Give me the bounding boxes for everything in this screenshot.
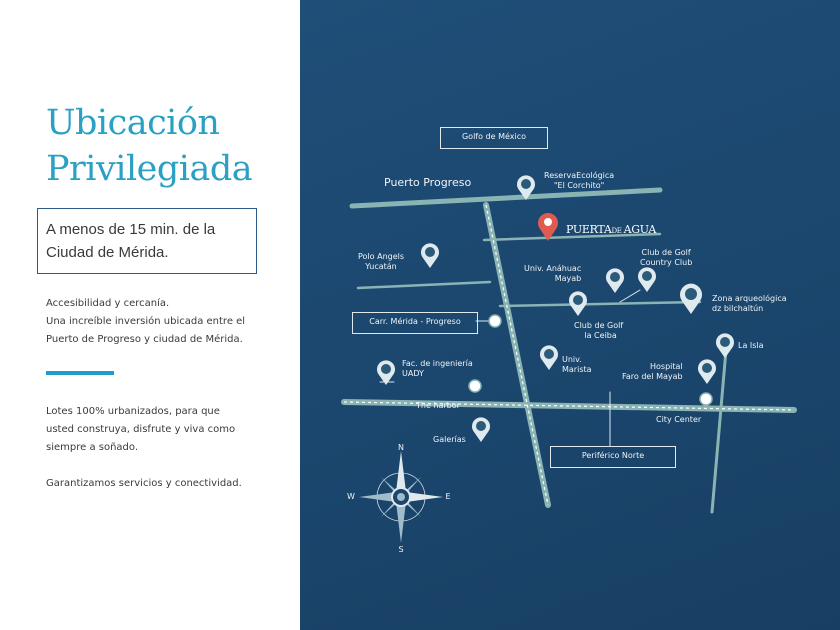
lots-line-2: usted construya, disfrute y viva como [46, 424, 236, 435]
reserva-label [544, 171, 614, 191]
marista-pin-icon [540, 345, 558, 370]
reserva-line-1: ReservaEcológica [544, 171, 615, 180]
country-line-2: Country Club [640, 258, 693, 267]
hospital-label [620, 362, 683, 382]
marista-label [562, 355, 592, 375]
brand-name-2: AGUA [623, 223, 657, 236]
golf-ceiba-label [574, 321, 623, 341]
accent-divider [46, 371, 114, 375]
title-line-2: Privilegiada [46, 149, 253, 189]
carretera-box: Carr. Mérida - Progreso [352, 312, 478, 334]
periferico-box: Periférico Norte [550, 446, 676, 468]
anahuac-line-1: Univ. Anáhuac [524, 264, 582, 273]
country-pointer [620, 290, 640, 302]
galerias-label: Galerías [433, 435, 466, 444]
title-line-1: Ubicación [46, 103, 220, 143]
highlight-line-1: A menos de 15 min. de la [46, 221, 216, 238]
harbor-label: The harbor [416, 401, 460, 410]
anahuac-label [524, 264, 581, 284]
carretera-node [489, 315, 501, 327]
anahuac-pin-icon [606, 268, 624, 293]
hospital-line-2: Faro del Mayab [622, 372, 683, 381]
compass-east-label: E [445, 492, 451, 501]
galerias-pin-icon [472, 417, 490, 442]
lots-line-3: siempre a soñado. [46, 442, 139, 453]
compass-south-label: S [398, 545, 404, 554]
access-line-2: Una increíble inversión ubicada entre el [46, 316, 246, 327]
lots-paragraph [46, 403, 235, 457]
distance-highlight-box [37, 208, 257, 274]
dzibilchaltun-label [712, 294, 787, 314]
marista-line-1: Univ. [562, 355, 582, 364]
compass-rose-icon [347, 443, 450, 554]
puerta-de-agua-label [566, 223, 656, 236]
dzibil-line-2: dz bilchaltún [712, 304, 764, 313]
uady-line-2: UADY [402, 369, 424, 378]
access-paragraph [46, 295, 245, 349]
dzibilchaltun-pin-icon [680, 284, 702, 314]
la-isla-label: La Isla [738, 341, 764, 350]
dzibil-line-1: Zona arqueológica [712, 294, 787, 303]
uady-line-1: Fac. de ingeniería [402, 359, 473, 368]
marista-line-2: Marista [562, 365, 592, 374]
highlight-line-2: Ciudad de Mérida. [46, 244, 169, 261]
hospital-line-1: Hospital [650, 362, 683, 371]
country-club-pin-icon [638, 267, 656, 292]
polo-line-1: Polo Angels [358, 252, 405, 261]
golfo-box: Golfo de México [440, 127, 548, 149]
page-title [46, 100, 286, 192]
uady-label [402, 359, 473, 379]
access-line-3: Puerto de Progreso y ciudad de Mérida. [46, 334, 243, 345]
polo-pin-icon [421, 243, 439, 268]
info-panel [0, 0, 300, 630]
anahuac-line-2: Mayab [554, 274, 582, 283]
services-paragraph [46, 475, 242, 493]
dzibilchaltun-road [500, 302, 700, 306]
access-line-1: Accesibilidad y cercanía. [46, 298, 170, 309]
harbor-node [469, 380, 481, 392]
city-center-label: City Center [656, 415, 702, 424]
la-isla-pin-icon [716, 333, 734, 358]
progreso-coast-road [352, 190, 660, 206]
la-isla-road [712, 350, 726, 512]
brand-name: PUERTA [566, 223, 612, 236]
golf-ceiba-line-2: la Ceiba [584, 331, 617, 340]
reserva-line-2: "El Corchito" [553, 181, 605, 190]
golf-ceiba-line-1: Club de Golf [574, 321, 624, 330]
progreso-road-label: Puerto Progreso [384, 176, 472, 189]
uady-pin-icon [377, 360, 395, 385]
lots-line-1: Lotes 100% urbanizados, para que [46, 406, 220, 417]
services-line: Garantizamos servicios y conectividad. [46, 478, 242, 489]
country-line-1: Club de Golf [641, 248, 691, 257]
compass-north-label: N [398, 443, 404, 452]
golf-ceiba-pin-icon [569, 291, 587, 316]
polo-road [358, 282, 490, 288]
location-map [300, 0, 840, 630]
polo-label [358, 252, 404, 272]
country-club-label [640, 248, 692, 268]
city-center-node [700, 393, 712, 405]
brand-de: DE [611, 227, 622, 235]
polo-line-2: Yucatán [365, 262, 397, 271]
hospital-pin-icon [698, 359, 716, 384]
compass-west-label: W [347, 492, 355, 501]
